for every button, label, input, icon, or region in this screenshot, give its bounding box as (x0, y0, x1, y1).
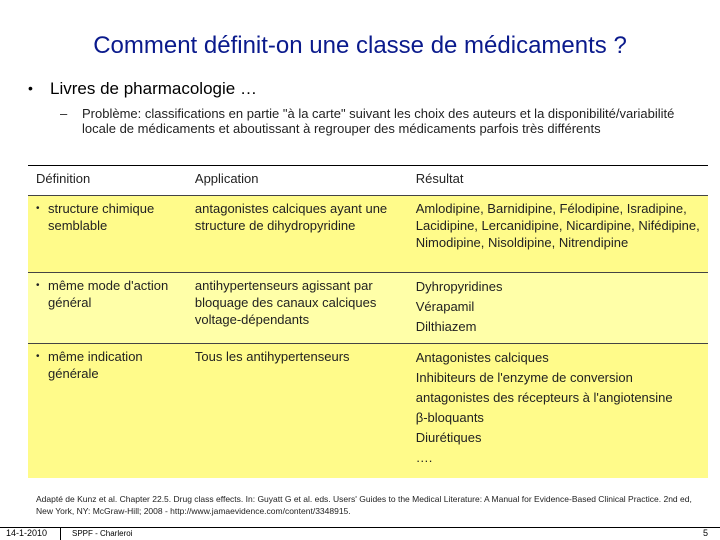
main-bullet: Livres de pharmacologie … (50, 79, 257, 98)
classification-table (28, 165, 708, 478)
source-citation: Adapté de Kunz et al. Chapter 22.5. Drug class effects. In: Guyatt G et al. eds. Users' Guides to the Medical Literature: A Manual for Evidence-Based Clinical Practice. 2nd ed, New York, NY: McGraw-Hill; 2008 - http://www.jamaevidence.com/content/3348915. (36, 494, 692, 516)
result-line: Amlodipine, Barnidipine, Félodipine, Isradipine, Lacidipine, Lercanidipine, Nicardipine, Nifédipine, Nimodipine, Nisoldipine, Nitrendipine (415, 201, 700, 250)
result-line: antagonistes des récepteurs à l'angiotensine (415, 390, 673, 405)
definition-text: même indication générale (48, 349, 143, 381)
result-line: …. (415, 450, 433, 465)
cell-bullet: • (36, 351, 40, 362)
result-line: Inhibiteurs de l'enzyme de conversion (415, 370, 633, 385)
result-line: β-bloquants (415, 410, 484, 425)
page-number: 5 (702, 528, 708, 538)
cell-bullet: • (36, 280, 40, 291)
application-cell: antihypertenseurs agissant par bloquage des canaux calciques voltage-dépendants (187, 273, 408, 344)
result-cell (408, 273, 708, 344)
table-row (28, 344, 708, 479)
footer-rule (0, 527, 720, 528)
header-application: Application (194, 171, 259, 186)
header-result: Résultat (415, 171, 464, 186)
definition-text: structure chimique semblable (48, 201, 155, 233)
result-cell (408, 344, 708, 479)
footer-organization: SPPF - Charleroi (72, 529, 133, 538)
application-cell: antagonistes calciques ayant une structure de dihydropyridine (187, 196, 408, 273)
sub-bullet-dash: – (60, 106, 68, 121)
definition-cell (28, 196, 187, 273)
application-cell: Tous les antihypertenseurs (187, 344, 408, 479)
result-line: Dilthiazem (415, 319, 477, 334)
header-definition: Définition (36, 171, 91, 186)
table-row (28, 273, 708, 344)
result-line: Antagonistes calciques (415, 350, 549, 365)
footer-date: 14-1-2010 (6, 528, 48, 538)
result-line: Dyhropyridines (415, 279, 503, 294)
result-line: Diurétiques (415, 430, 482, 445)
result-cell (408, 196, 708, 273)
definition-text: même mode d'action général (48, 278, 169, 310)
sub-bullet-text: Problème: classifications en partie "à la carte" suivant les choix des auteurs et la disponibilité/variabilité locale de médicaments et aboutissant à regrouper des médicaments parfois très différents (82, 106, 675, 136)
cell-bullet: • (36, 203, 40, 214)
footer-separator (60, 528, 61, 540)
result-line: Vérapamil (415, 299, 475, 314)
table-row (28, 196, 708, 273)
bullet-dot: • (28, 80, 33, 96)
slide-title: Comment définit-on une classe de médicaments ? (93, 32, 627, 59)
definition-cell (28, 273, 187, 344)
table-header-row (28, 165, 708, 196)
definition-cell (28, 344, 187, 479)
